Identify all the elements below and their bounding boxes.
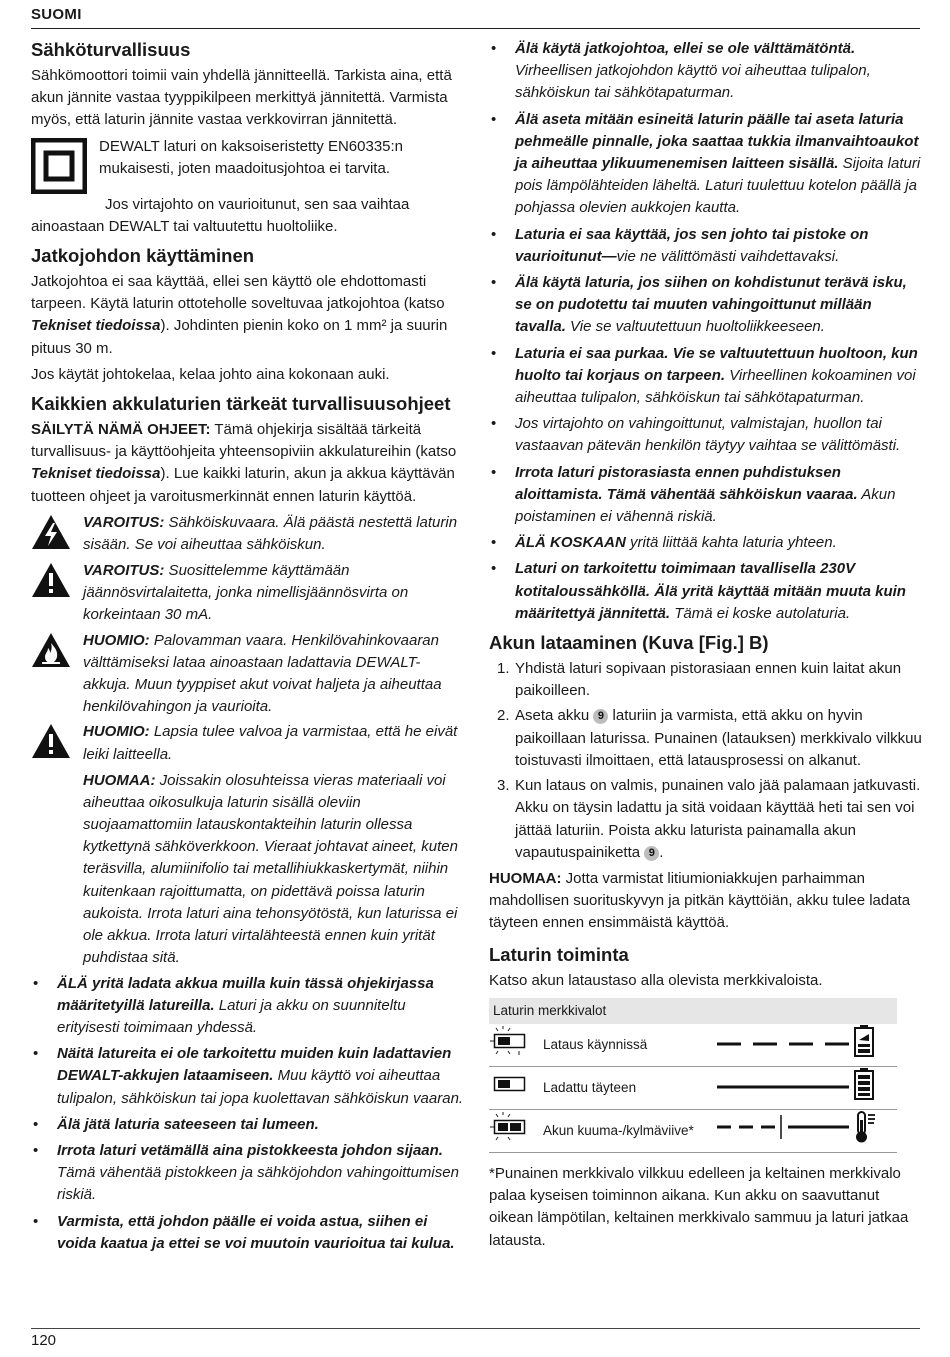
caution-block <box>31 630 467 719</box>
step-number: 3. <box>497 777 510 795</box>
electrical-safety-p1: Sähkömoottori toimii vain yhdellä jännitteellä. Tarkista aina, että akun jännite vastaa tyyppikilpeen merkittyä jännitettä. Varmista myös, että laturin jännite vastaa verkkovirran jännitettä. <box>31 67 452 129</box>
bullet-bold: Laturia ei saa käyttää, jos sen johto tai pistoke on vaurioitunut— <box>515 225 869 265</box>
step-text: Yhdistä laturi sopivaan pistorasiaan ennen kuin laitat akun paikoilleen. <box>515 660 902 700</box>
step-number: 1. <box>497 660 510 678</box>
table-header: Laturin merkkivalot <box>489 998 897 1024</box>
bullet-bold: ÄLÄ KOSKAAN <box>515 534 626 552</box>
text-span: ). Lue kaikki laturin, akun ja akkua käyttävän tuotteen ohjeet ja varoitusmerkinnät ennen laturin käyttöä. <box>31 465 455 505</box>
row-label: Akun kuuma-/kylmäviive* <box>543 1109 713 1152</box>
bullet-bold: Näitä latureita ei ole tarkoitettu muiden kuin ladattavien DEWALT-akkujen lataamiseen. <box>57 1045 452 1085</box>
footnote-text: Punainen merkkivalo vilkkuu edelleen ja keltainen merkkivalo palaa kyseisen toiminnon aikana. Kun akku on saavuttanut oikean lämpötilan, keltainen merkkivalo sammuu ja laturi jatkaa latausta. <box>489 1164 909 1249</box>
electrical-safety-p3: Jos virtajohto on vaurioitunut, sen saa vaihtaa ainoastaan DEWALT tai valtuutettu huoltoliike. <box>31 195 410 235</box>
blinking-light-pattern-icon <box>713 1039 853 1049</box>
note-text: Jotta varmistat litiumioniakkujen parhaimman mahdollisen suorituskyvyn ja pitkän käyttöiän, akku tulee ladata täyteen ennen ensimmäistä käyttöä. <box>489 869 911 932</box>
page-number: 120 <box>31 1332 57 1349</box>
warning-label: VAROITUS: <box>83 513 165 531</box>
spec-reference: Tekniset tiedoissa <box>31 317 161 335</box>
list-item <box>489 224 923 268</box>
list-item <box>31 1114 467 1136</box>
section-title-electrical-safety: Sähköturvallisuus <box>31 39 191 60</box>
bullet-text: Tämä ei koske autolaturia. <box>670 604 851 622</box>
safety-bullet-list-left <box>31 973 467 1255</box>
charging-step <box>489 658 923 702</box>
bullet-bold: Älä aseta mitään esineitä laturin päälle tai aseta laturia pehmeälle pinnalle, joka saattaa tukkia ilmanvaihtoaukot ja aiheuttaa ylikuumenemisen laitteen sisällä. <box>515 110 919 173</box>
list-item <box>489 38 923 105</box>
list-item <box>31 1140 467 1207</box>
electric-shock-warning-icon <box>31 514 71 550</box>
row-label: Ladattu täyteen <box>543 1066 713 1109</box>
thermometer-icon <box>853 1110 877 1144</box>
bullet-bold: Älä käytä laturia, jos siihen on kohdistunut terävä isku, se on pudotettu tai muuten vahingoittunut millään tavalla. <box>515 274 907 336</box>
list-item <box>31 973 467 1040</box>
notice-text: Joissakin olosuhteissa vieras materiaali voi aiheuttaa oikosulkuja laturin sisällä oleviin suojaamattomiin latauskontakteihin laturin ollessa kytkettynä sähköverkkoon. Vieraat johtavat aineet, kuten teräsvilla, alumiinifolio tai metallihiukkaskertymät, niihin kuitenkaan rajoittumatta, on pidettävä poissa laturin aukoista. Irrota laturi aina tehonsyötöstä, kun laturissa ei ole akkua. Irrota laturi virtalähteestä ennen kuin yrität puhdistaa sitä. <box>83 771 458 967</box>
step-text: laturiin ja varmista, että akku on hyvin paikoillaan laturissa. Punainen (latauksen) merkkivalo vilkkuu toistuvasti ilmoittaen, että latausprosessi on alkanut. <box>515 707 922 769</box>
bullet-text: Tämä vähentää pistokkeen ja sähköjohdon vahingoittumisen riskiä. <box>57 1164 459 1204</box>
footnote-star: * <box>489 1164 495 1182</box>
list-item <box>489 272 923 339</box>
caution-text: Lapsia tulee valvoa ja varmistaa, että he eivät leiki laitteella. <box>83 723 458 763</box>
bullet-text: yritä liittää kahta laturia yhteen. <box>625 534 837 552</box>
bullet-text: vie ne välittömästi vaihdettavaksi. <box>616 247 840 265</box>
section-title-important-safety: Kaikkien akkulaturien tärkeät turvallisuusohjeet <box>31 393 451 415</box>
step-text: . <box>659 843 664 861</box>
section-title-charging: Akun lataaminen (Kuva [Fig.] B) <box>489 632 769 654</box>
step-text: Aseta akku <box>515 707 594 725</box>
extension-cord-p2: Jos käytät johtokelaa, kelaa johto aina kokonaan auki. <box>31 365 390 383</box>
footnote <box>489 1163 923 1252</box>
list-item <box>489 109 923 220</box>
warning-block <box>31 560 467 627</box>
text-span: Jatkojohtoa ei saa käyttää, ellei sen käyttö ole ehdottomasti tarpeen. Käytä laturin ottoteholle soveltuvaa jatkojohtoa (katso <box>31 273 445 313</box>
table-row <box>489 1024 897 1067</box>
list-item <box>489 532 923 554</box>
caution-block <box>31 721 467 766</box>
caution-label: HUOMIO: <box>83 723 150 741</box>
battery-charging-icon <box>853 1024 875 1058</box>
double-insulation-icon <box>31 138 87 194</box>
bullet-text: Virheellisen jatkojohdon käyttö voi aiheuttaa tulipalon, sähköiskun tai sähkötapaturman. <box>515 62 871 102</box>
bullet-bold: Irrota laturi vetämällä aina pistokkeesta johdon sijaan. <box>57 1141 443 1159</box>
battery-ref-badge: 9 <box>593 709 608 724</box>
electrical-safety-p2: DEWALT laturi on kaksoiseristetty EN60335:n mukaisesti, joten maadoitusjohtoa ei tarvita. <box>99 137 404 177</box>
exclamation-warning-icon <box>31 723 71 759</box>
warning-label: VAROITUS: <box>83 562 165 580</box>
warning-text: Suosittelemme käyttämään jäännösvirtalaitetta, jonka nimellisjäännösvirta on korkeintaan 30 mA. <box>83 562 409 624</box>
list-item <box>489 558 923 625</box>
charging-note <box>489 868 923 935</box>
step-text: Kun lataus on valmis, punainen valo jää palamaan jatkuvasti. Akku on täysin ladattu ja sitä voidaan käyttää heti tai sen voi jättää laturiin. Poista akku laturista painamalla akun vapautuspainiketta <box>515 777 921 861</box>
list-item <box>31 1043 467 1110</box>
caution-label: HUOMIO: <box>83 631 150 649</box>
bullet-text: Muu käyttö voi aiheuttaa tulipalon, sähköiskun tai jopa kuolettavan sähköiskun vaaran. <box>57 1067 464 1107</box>
language-header: SUOMI <box>31 6 82 23</box>
bullet-text: Jos virtajohto on vahingoittunut, valmistajan, huollon tai vastaavan pätevän henkilön täytyy vaihtaa se välittömästi. <box>515 415 901 455</box>
save-instructions-label: SÄILYTÄ NÄMÄ OHJEET: <box>31 421 211 439</box>
bullet-bold: Älä jätä laturia sateeseen tai lumeen. <box>57 1115 319 1133</box>
bullet-bold: Varmista, että johdon päälle ei voida astua, siihen ei voida kaatua ja ettei se voi muutoin vaurioitua tai kulua. <box>57 1212 455 1252</box>
spec-reference: Tekniset tiedoissa <box>31 465 161 483</box>
table-row <box>489 1109 897 1152</box>
notice-block <box>31 770 467 970</box>
step-number: 2. <box>497 707 510 725</box>
release-button-ref-badge: 9 <box>644 846 659 861</box>
row-label: Lataus käynnissä <box>543 1024 713 1067</box>
safety-bullet-list-right <box>489 38 923 625</box>
hot-cold-light-pattern-icon <box>713 1112 853 1142</box>
important-safety-p1 <box>31 419 467 508</box>
bullet-text: Akun poistaminen ei vähennä riskiä. <box>515 485 896 526</box>
section-title-extension-cord: Jatkojohdon käyttäminen <box>31 245 255 267</box>
bullet-text: Vie se valtuutettuun huoltoliikkeeseen. <box>565 318 825 336</box>
charger-lights-table <box>489 998 897 1153</box>
table-row <box>489 1066 897 1109</box>
warning-block <box>31 512 467 557</box>
double-insulation-block <box>31 136 467 194</box>
warning-text: Sähköiskuvaara. Älä päästä nestettä laturin sisään. Se voi aiheuttaa sähköiskun. <box>83 513 458 554</box>
section-title-operation: Laturin toiminta <box>489 943 629 965</box>
caution-text: Palovamman vaara. Henkilövahinkovaaran välttämiseksi lataa ainoastaan ladattavia DEWALT-akkuja. Muun tyyppiset akut voivat haljeta ja aiheuttaa henkilövahingon ja vaurioita. <box>83 631 442 716</box>
bullet-bold: Laturi on tarkoitettu toimimaan tavallisella 230V kotitaloussähköllä. Älä yritä käyttää mitään muuta kuin määritettyä jännitettä. <box>515 560 906 622</box>
charging-step <box>489 775 923 864</box>
bullet-text: Laturi ja akku on suunniteltu erityisesti toimimaan yhdessä. <box>57 996 406 1036</box>
charging-steps <box>489 658 923 864</box>
right-column <box>489 38 923 1252</box>
text-span: Tämä ohjekirja sisältää tärkeitä turvallisuus- ja käyttöohjeita yhteensopiviin akkulatureihin (katso <box>31 421 457 461</box>
charger-solid-icon <box>489 1069 529 1099</box>
operation-intro: Katso akun lataustaso alla olevista merkkivaloista. <box>489 971 823 989</box>
list-item <box>489 462 923 529</box>
header-rule <box>31 28 920 29</box>
list-item <box>489 413 923 457</box>
text-span: ). Johdinten pienin koko on 1 mm² ja suurin pituus 30 m. <box>31 317 448 357</box>
charging-step <box>489 705 923 772</box>
bullet-text: Sijoita laturi pois lämpölähteiden läheltä. Laturi tuulettuu kotelon päällä ja pohjassa olevien aukkojen kautta. <box>515 155 921 217</box>
solid-light-pattern-icon <box>713 1082 853 1092</box>
extension-cord-p1 <box>31 271 467 360</box>
bullet-bold: ÄLÄ yritä ladata akkua muilla kuin tässä ohjekirjassa määritetyillä latureilla. <box>57 974 434 1014</box>
bullet-text: Virheellinen kokoaminen voi aiheuttaa tulipalon, sähköiskun tai sähkötapaturman. <box>515 366 916 407</box>
battery-full-icon <box>853 1067 875 1101</box>
notice-label: HUOMAA: <box>83 771 156 789</box>
bullet-bold: Laturia ei saa purkaa. Vie se valtuutettuun huoltoon, kun huolto tai korjaus on tarpeen. <box>515 344 918 384</box>
note-label: HUOMAA: <box>489 869 562 887</box>
charger-hot-cold-icon <box>489 1112 529 1142</box>
charger-blinking-icon <box>489 1026 529 1056</box>
exclamation-warning-icon <box>31 562 71 598</box>
footer-rule <box>31 1328 920 1329</box>
bullet-bold: Irrota laturi pistorasiasta ennen puhdistuksen aloittamista. Tämä vähentää sähköiskun vaaraa. <box>515 463 858 503</box>
list-item <box>31 1211 467 1255</box>
fire-warning-icon <box>31 632 71 668</box>
bullet-bold: Älä käytä jatkojohtoa, ellei se ole välttämätöntä. <box>515 40 856 57</box>
list-item <box>489 343 923 410</box>
left-column <box>31 38 467 1259</box>
